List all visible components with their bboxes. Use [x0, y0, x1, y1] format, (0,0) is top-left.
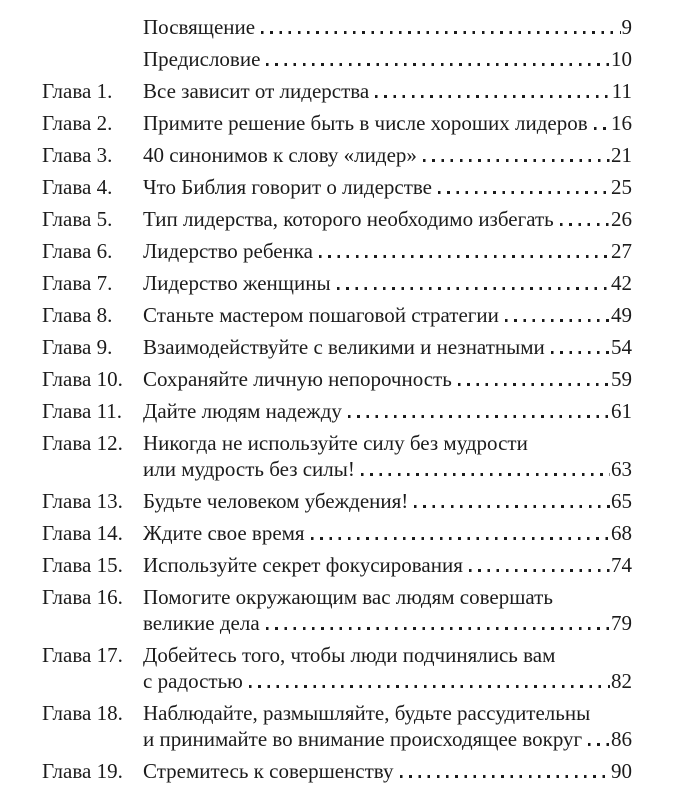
entry-title: Никогда не используйте силу без мудрости [143, 431, 528, 455]
dot-leader [469, 569, 610, 572]
chapter-label: Глава 1. [42, 79, 113, 103]
toc-row [42, 668, 632, 694]
dot-leader [375, 95, 611, 98]
toc-row [42, 206, 632, 232]
entry-title: Ждите свое время [143, 521, 305, 545]
toc-row [42, 14, 632, 40]
dot-leader [505, 319, 610, 322]
page-number: 11 [611, 79, 632, 103]
chapter-label: Глава 13. [42, 489, 123, 513]
dot-leader [458, 383, 610, 386]
toc-row [42, 366, 632, 392]
dot-leader [560, 223, 610, 226]
page-number: 63 [611, 457, 632, 481]
page-number: 21 [611, 143, 632, 167]
dot-leader [588, 743, 610, 746]
entry-title: Все зависит от лидерства [143, 79, 370, 103]
toc-row [42, 78, 632, 104]
chapter-label: Глава 3. [42, 143, 113, 167]
entry-title: Используйте секрет фокусирования [143, 553, 463, 577]
chapter-label: Глава 14. [42, 521, 123, 545]
toc-row [42, 270, 632, 296]
entry-title: Добейтесь того, чтобы люди подчинялись вам [143, 643, 556, 667]
entry-title: Лидерство ребенка [143, 239, 313, 263]
dot-leader [551, 351, 610, 354]
entry-title: Лидерство женщины [143, 271, 331, 295]
toc-row [42, 488, 632, 514]
chapter-label: Глава 18. [42, 701, 123, 725]
toc-row [42, 584, 632, 610]
entry-title: с радостью [143, 669, 243, 693]
entry-title: Будьте человеком убеждения! [143, 489, 409, 513]
toc-row [42, 552, 632, 578]
dot-leader [594, 127, 610, 130]
page-number: 90 [611, 759, 632, 783]
dot-leader [400, 775, 611, 778]
page-number: 16 [611, 111, 632, 135]
chapter-label: Глава 12. [42, 431, 123, 455]
toc-row [42, 642, 632, 668]
entry-title: или мудрость без силы! [143, 457, 355, 481]
page-number: 65 [611, 489, 632, 513]
page-number: 49 [611, 303, 632, 327]
entry-title: 40 синонимов к слову «лидер» [143, 143, 417, 167]
entry-title: Что Библия говорит о лидерстве [143, 175, 432, 199]
toc-row [42, 142, 632, 168]
entry-title: и принимайте во внимание происходящее вокруг [143, 727, 583, 751]
chapter-label: Глава 6. [42, 239, 113, 263]
page-number: 68 [611, 521, 632, 545]
dot-leader [337, 287, 610, 290]
entry-title: Наблюдайте, размышляйте, будьте рассудительны [143, 701, 591, 725]
page-number: 86 [611, 727, 632, 751]
chapter-label: Глава 4. [42, 175, 113, 199]
toc-row [42, 334, 632, 360]
toc-row [42, 302, 632, 328]
toc-row [42, 174, 632, 200]
page-number: 26 [611, 207, 632, 231]
entry-title: Сохраняйте личную непорочность [143, 367, 452, 391]
chapter-label: Глава 8. [42, 303, 113, 327]
chapter-label: Глава 16. [42, 585, 123, 609]
dot-leader [348, 415, 610, 418]
toc-row [42, 700, 632, 726]
entry-title: Предисловие [143, 47, 261, 71]
dot-leader [261, 31, 620, 34]
toc-row [42, 110, 632, 136]
page-number: 61 [611, 399, 632, 423]
dot-leader [249, 685, 610, 688]
dot-leader [266, 63, 610, 66]
toc-list [42, 14, 632, 784]
dot-leader [311, 537, 610, 540]
entry-title: Дайте людям надежду [143, 399, 342, 423]
toc-row [42, 46, 632, 72]
page-number: 10 [611, 47, 632, 71]
chapter-label: Глава 11. [42, 399, 123, 423]
chapter-label: Глава 17. [42, 643, 123, 667]
toc-row [42, 456, 632, 482]
page-number: 27 [611, 239, 632, 263]
entry-title: Стремитесь к совершенству [143, 759, 394, 783]
entry-title: Посвящение [143, 15, 256, 39]
page-number: 42 [611, 271, 632, 295]
entry-title: Помогите окружающим вас людям совершать [143, 585, 553, 609]
toc-row [42, 758, 632, 784]
chapter-label: Глава 7. [42, 271, 113, 295]
dot-leader [361, 473, 610, 476]
chapter-label: Глава 15. [42, 553, 123, 577]
toc-row [42, 520, 632, 546]
page-number: 82 [611, 669, 632, 693]
toc-row [42, 726, 632, 752]
entry-title: Взаимодействуйте с великими и незнатными [143, 335, 545, 359]
page-number: 54 [611, 335, 632, 359]
dot-leader [319, 255, 610, 258]
dot-leader [438, 191, 610, 194]
page-number: 79 [611, 611, 632, 635]
toc-row [42, 238, 632, 264]
chapter-label: Глава 5. [42, 207, 113, 231]
toc-row [42, 430, 632, 456]
entry-title: великие дела [143, 611, 260, 635]
toc-row [42, 398, 632, 424]
page-number: 59 [611, 367, 632, 391]
entry-title: Тип лидерства, которого необходимо избегать [143, 207, 554, 231]
entry-title: Станьте мастером пошаговой стратегии [143, 303, 499, 327]
chapter-label: Глава 19. [42, 759, 123, 783]
chapter-label: Глава 2. [42, 111, 113, 135]
page-number: 74 [611, 553, 632, 577]
chapter-label: Глава 9. [42, 335, 113, 359]
chapter-label: Глава 10. [42, 367, 123, 391]
dot-leader [414, 505, 610, 508]
toc-row [42, 610, 632, 636]
page-number: 25 [611, 175, 632, 199]
dot-leader [266, 627, 610, 630]
entry-title: Примите решение быть в числе хороших лидеров [143, 111, 588, 135]
dot-leader [423, 159, 610, 162]
page-number: 9 [621, 15, 632, 39]
